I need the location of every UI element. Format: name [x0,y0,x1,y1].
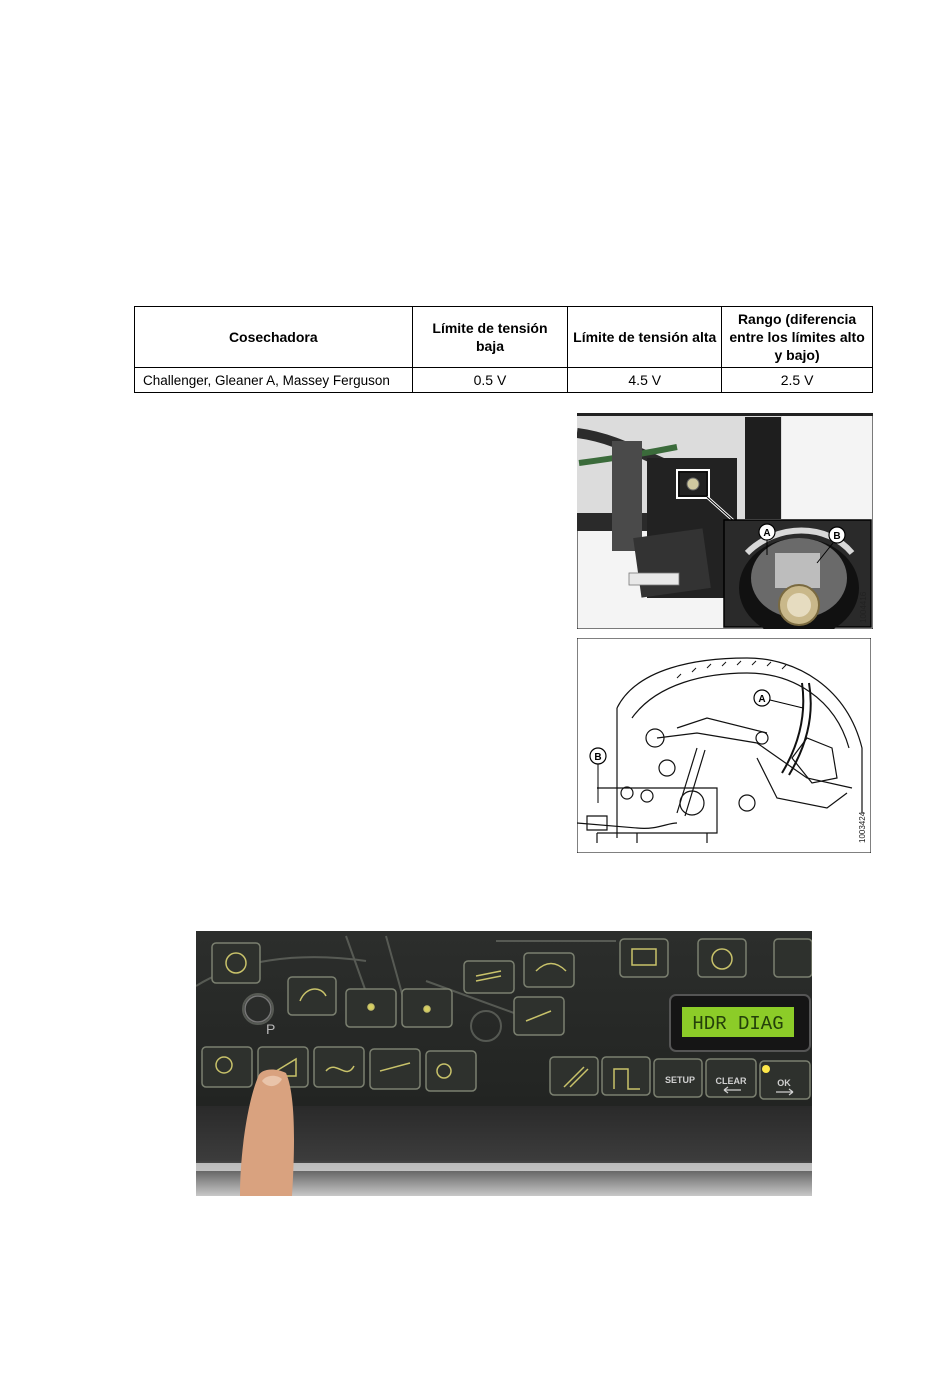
figure-code: 1003424 [858,811,867,843]
header-combine: Cosechadora [135,307,413,368]
clear-button[interactable]: CLEAR [715,1076,747,1086]
header-range: Rango (diferencia entre los límites alto y bajo) [722,307,873,368]
callout-b: B [594,752,602,763]
callout-a: A [758,694,766,705]
sensor-photo-figure [577,413,873,629]
figure-code: 1004416 [859,591,868,623]
hdr-diag-display: HDR DIAG [692,1013,784,1035]
callout-a: A [763,528,771,539]
callout-b: B [833,531,841,542]
cell-combine: Challenger, Gleaner A, Massey Ferguson [135,368,413,393]
cell-high-voltage: 4.5 V [568,368,722,393]
ok-button[interactable]: OK [777,1078,791,1088]
header-high-voltage: Límite de tensión alta [568,307,722,368]
park-label: P [266,1021,276,1037]
cell-range: 2.5 V [722,368,873,393]
control-panel-photo [196,931,812,1196]
linkage-drawing-figure [577,638,871,853]
setup-button[interactable]: SETUP [664,1075,696,1085]
table-header-row [135,307,873,368]
table-row [135,368,873,393]
voltage-limits-table [134,306,873,393]
header-low-voltage: Límite de tensión baja [412,307,568,368]
cell-low-voltage: 0.5 V [412,368,568,393]
